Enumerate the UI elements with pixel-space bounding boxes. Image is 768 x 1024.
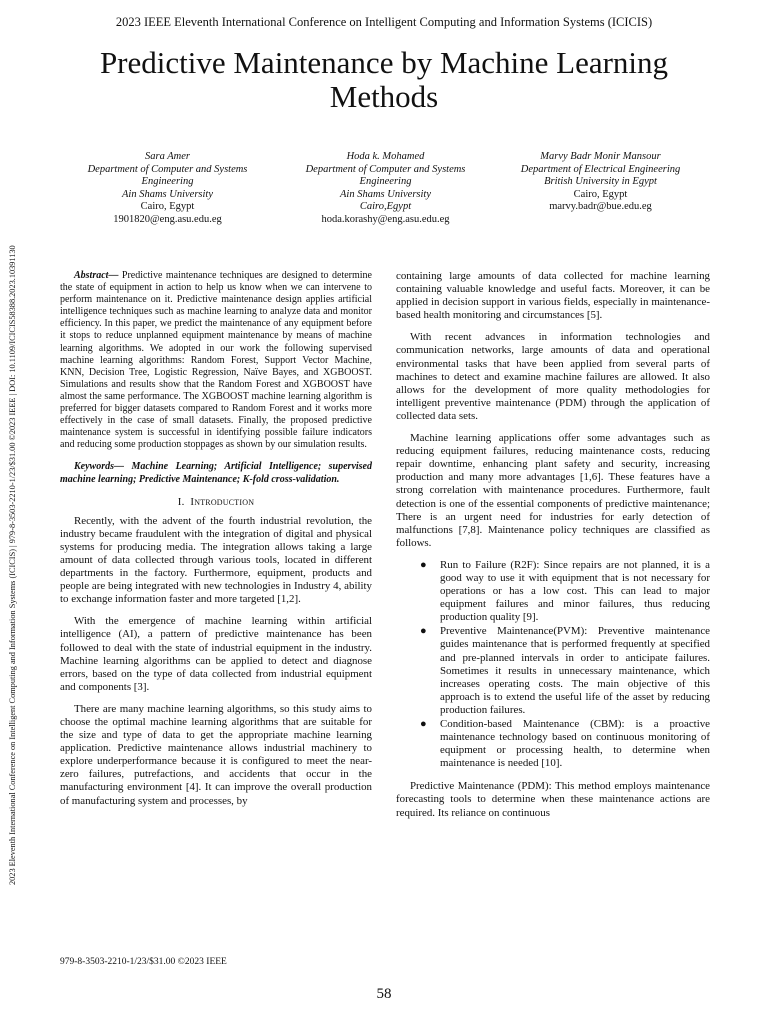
- list-item: [420, 558, 710, 624]
- author-affiliation: Ain Shams University: [340, 188, 431, 200]
- author-location: Cairo, Egypt: [573, 188, 628, 200]
- author-3: [493, 151, 708, 214]
- author-email[interactable]: marvy.badr@bue.edu.eg: [549, 201, 652, 213]
- author-1: [60, 151, 275, 227]
- bullet-icon: ●: [420, 625, 427, 638]
- paragraph: Machine learning applications offer some advantages such as reducing equipment failures, reducing maintenance costs, reducing repair downtime, enhancing plant safety and security, increasing production and many more advantages [1,6]. These features have a strong correlation with maintenance procedures. Furthermore, fault detection is one of the essential components of predictive maintenance; There is an urgent need for industries for early detection of malfunctions [7,8]. Maintenance policy techniques are classified as follows.: [396, 432, 710, 549]
- author-name: Sara Amer: [144, 151, 190, 162]
- author-dept: Department of Computer and Systems: [305, 163, 466, 175]
- section-number: I.: [177, 495, 185, 508]
- keywords-label: Keywords—: [74, 461, 124, 473]
- list-item: [420, 718, 710, 770]
- author-dept: Department of Electrical Engineering: [520, 163, 681, 175]
- author-name: Marvy Badr Monir Mansour: [540, 151, 661, 162]
- author-email[interactable]: 1901820@eng.asu.edu.eg: [113, 213, 222, 225]
- left-column: [60, 270, 372, 817]
- author-location: Cairo, Egypt: [140, 201, 195, 213]
- keywords: [60, 461, 372, 485]
- author-dept-line2: British University in Egypt: [544, 176, 657, 188]
- paragraph: With recent advances in information technologies and communication networks, large amounts of data and operational environmental tasks that have been applied from several parts of machines to detect and examine machine failures are allowed. It also allows for the development of more quality methodologies for intelligent preventive maintenance (PDM) through the application of collected data sets.: [396, 331, 710, 422]
- paragraph: With the emergence of machine learning within artificial intelligence (AI), a pattern of predictive maintenance has been followed to deal with the state of industrial equipment in the industry. Machine learning algorithms can be applied to detect and diagnose errors, based on the type of data collected from industrial equipment and components [3].: [60, 615, 372, 693]
- section-heading-introduction: [60, 496, 372, 509]
- bullet-icon: ●: [420, 718, 427, 730]
- maintenance-policy-list: [396, 559, 710, 771]
- keywords-text: Machine Learning; Artificial Intelligence; supervised machine learning; Predictive Maintenance; K-fold cross-validation.: [60, 461, 372, 485]
- paragraph: Predictive Maintenance (PDM): This method employs maintenance forecasting tools to determine when these maintenance actions are required. Its reliance on continuous: [396, 780, 710, 819]
- page-number: 58: [376, 986, 392, 1002]
- author-dept: Department of Computer and Systems: [87, 163, 248, 175]
- list-item: [420, 625, 710, 717]
- author-name: Hoda k. Mohamed: [346, 151, 425, 162]
- list-item-text: Run to Failure (R2F): Since repairs are not planned, it is a good way to use it with equipment that is not necessary for operations or has a low cost. This can lead to major equipment failures and minor failures, thus reducing production quality [9].: [440, 558, 710, 624]
- paragraph: Recently, with the advent of the fourth industrial revolution, the industry became fraudulent with the integration of digital and physical systems for producing media. The integration allows taking a large amount of data collected through various tools, located in different departments in the factory. Furthermore, equipment, products and people are being integrated with new technologies in Industry 4, ability to exchange information faster and more targeted [1,2].: [60, 514, 372, 606]
- author-block: [60, 151, 708, 231]
- author-dept-line2: Engineering: [141, 176, 194, 188]
- list-item-text: Condition-based Maintenance (CBM): is a proactive maintenance technology based on continuous monitoring of equipment or processing health, to determine when maintenance is needed [10].: [440, 718, 710, 770]
- paper-title: Predictive Maintenance by Machine Learning Methods: [99, 45, 669, 114]
- paragraph: containing large amounts of data collected for machine learning containing valuable knowledge and useful facts. Moreover, it can be applied in decision support in various fields, especially in maintenance-based health monitoring and circumstances [5].: [396, 270, 710, 322]
- abstract-text: Predictive maintenance techniques are designed to determine the state of equipment in action to help us know when we can intervene to perform maintenance on it. Predictive maintenance design applies artificial intelligence techniques such as machine learning to analyze data and monitor efficiency. In this paper, we predict the maintenance of any equipment before it stops to reduce unplanned equipment maintenance by means of machine learning algorithms. We adopted in our work the following supervised machine learning algorithms: Random Forest, Support Vector Machine, KNN, Decision Tree, Logistic Regression, Naïve Bayes, and XGBOOST. Simulations and results show that the Random Forest and XGBOOST have almost the same performance. The XGBOOST machine learning algorithm is preferred for bigger datasets compared to Random Forest and it works more effectively in the case of small datasets. Finally, the proposed predictive maintenance system is successful in identifying possible failure indicators and reducing some production stoppages as shown by our simulation results.: [60, 270, 372, 451]
- abstract-label: Abstract—: [74, 270, 119, 281]
- paragraph: There are many machine learning algorithms, so this study aims to choose the optimal machine learning algorithms that are suitable for the size and type of data to get the appropriate machine learning application. Predictive maintenance allows industrial machinery to explore underperformance because it is configured to meet the near-zero failures, putrefactions, and accidents that occur in the manufacturing environment [4]. It can improve the overall production of manufacturing system and processes, by: [60, 702, 372, 807]
- conference-header: 2023 IEEE Eleventh International Conference on Intelligent Computing and Information Systems (ICICIS): [115, 15, 653, 29]
- abstract: [60, 270, 372, 451]
- author-2: [278, 151, 493, 227]
- author-affiliation: Ain Shams University: [122, 188, 213, 200]
- list-item-text: Preventive Maintenance(PVM): Preventive maintenance guides maintenance that is performed frequently at specified and pre-planned intervals in order to anticipate failures. Sometimes it results in unnecessary maintenance, which increases operating costs. The main objective of this approach is to extend the useful life of the asset by reducing production failures.: [440, 625, 710, 716]
- side-note-text: 2023 Eleventh International Conference on Intelligent Computing and Information Systems (ICICIS) | 979-8-3503-2210-1/23/$31.00 ©2023 IEEE | DOI: 10.1109/ICICIS58388.2023.10391130: [8, 245, 17, 885]
- copyright-footer: 979-8-3503-2210-1/23/$31.00 ©2023 IEEE: [60, 957, 227, 967]
- author-location: Cairo,Egypt: [359, 201, 412, 213]
- author-email[interactable]: hoda.korashy@eng.asu.edu.eg: [321, 213, 450, 225]
- author-dept-line2: Engineering: [359, 176, 412, 188]
- right-column: [396, 270, 710, 829]
- section-title: Introduction: [190, 495, 255, 508]
- bullet-icon: ●: [420, 558, 427, 571]
- side-note: [8, 135, 18, 885]
